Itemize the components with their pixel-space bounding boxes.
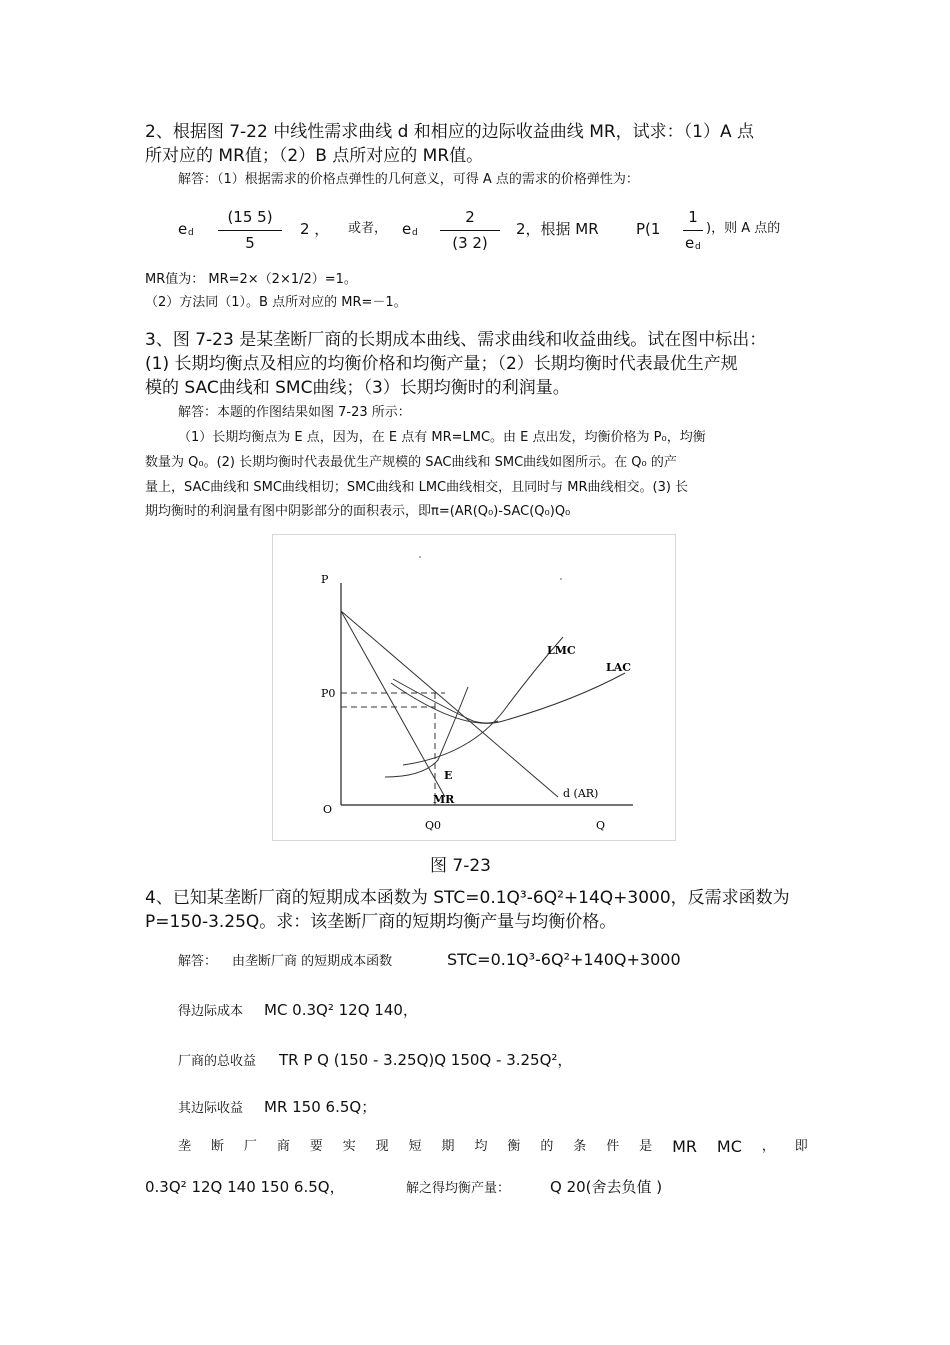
cond-char: 现 (375, 1139, 389, 1154)
label-mr: MR (433, 793, 455, 806)
cond-char: 件 (606, 1139, 620, 1154)
ed3-sub: d (695, 242, 701, 252)
q4-condition-line (178, 1136, 808, 1158)
cond-char: 期 (441, 1139, 455, 1154)
cond-char: 商 (276, 1139, 290, 1154)
then-text: )，则 A 点的 (706, 221, 781, 236)
q3-answer-line4: 期均衡时的利润量有图中阴影部分的面积表示，即π=(AR(Q₀)-SAC(Q₀)Q₀ (145, 504, 571, 519)
cond-char: 是 (639, 1139, 653, 1154)
ed1-numerator: (15 5) (227, 208, 273, 226)
or-text: 或者， (348, 221, 388, 236)
q4-line2: P=150-3.25Q。求：该垄断厂商的短期均衡产量与均衡价格。 (145, 912, 617, 932)
q4-tr-label: 厂商的总收益 (178, 1054, 257, 1069)
cond-ji: 即 (794, 1139, 808, 1154)
q4-final-text: 解之得均衡产量： (406, 1181, 511, 1196)
cond-mc: MC (716, 1137, 742, 1156)
ed1-result: 2 ， (300, 220, 330, 238)
ed2-denominator: (3 2) (452, 234, 488, 252)
ed2-numerator: 2 (465, 208, 475, 226)
q3-line2: (1) 长期均衡点及相应的均衡价格和均衡产量；（2）长期均衡时代表最优生产规 (145, 354, 738, 374)
lac-curve (391, 673, 625, 723)
ed1-denominator: 5 (245, 234, 255, 252)
figure-7-23 (272, 534, 676, 841)
q4-mc-eq: MC 0.3Q² 12Q 140， (264, 1001, 418, 1019)
ed3-denominator: e (685, 234, 695, 252)
q4-mc-label: 得边际成本 (178, 1004, 244, 1019)
cond-char: 短 (408, 1139, 422, 1154)
cond-char: 厂 (243, 1139, 257, 1154)
figure-diagram (273, 535, 675, 840)
q4-answer-label: 解答： (178, 954, 218, 969)
speck-2 (560, 578, 562, 580)
q2-part2: （2）方法同（1）。B 点所对应的 MR=－1。 (145, 295, 407, 310)
q2-line2: 所对应的 MR值；（2）B 点所对应的 MR值。 (145, 146, 484, 166)
label-e: E (444, 769, 453, 782)
cond-char: 条 (573, 1139, 587, 1154)
ed2-result: 2，根据 MR (516, 220, 599, 238)
q3-answer-intro: 解答：本题的作图结果如图 7-23 所示： (178, 405, 411, 420)
cond-char: 实 (342, 1139, 356, 1154)
q3-answer-line2: 数量为 Q₀。(2) 长期均衡时代表最优生产规模的 SAC曲线和 SMC曲线如图所示。在 Q₀ 的产 (145, 455, 677, 470)
q4-mr-label: 其边际收益 (178, 1101, 244, 1116)
q4-mr-eq: MR 150 6.5Q； (264, 1098, 377, 1116)
ed1-sub: d (188, 228, 194, 238)
cond-mr: MR (672, 1137, 697, 1156)
mr-curve (341, 611, 445, 797)
cond-comma: ， (761, 1139, 775, 1154)
q4-stc: STC=0.1Q³-6Q²+140Q+3000 (447, 950, 681, 969)
q2-line1: 2、根据图 7-22 中线性需求曲线 d 和相应的边际收益曲线 MR，试求：（1）A 点 (145, 122, 755, 142)
speck-1 (419, 556, 421, 558)
label-o: O (323, 803, 333, 816)
label-d-ar: d (AR) (563, 787, 599, 800)
q4-final-q: Q 20(舍去负值 ) (550, 1178, 663, 1196)
label-p: P (321, 573, 329, 586)
q2-answer-intro: 解答：（1）根据需求的价格点弹性的几何意义，可得 A 点的需求的价格弹性为： (178, 172, 639, 187)
ed2-label: e (402, 220, 412, 238)
q3-line1: 3、图 7-23 是某垄断厂商的长期成本曲线、需求曲线和收益曲线。试在图中标出： (145, 330, 767, 350)
p-text: P(1 (636, 220, 661, 238)
ed1-label: e (178, 220, 188, 238)
q4-tr-eq: TR P Q (150 - 3.25Q)Q 150Q - 3.25Q²， (279, 1051, 573, 1069)
cond-char: 均 (474, 1139, 488, 1154)
figure-caption: 图 7-23 (430, 856, 491, 876)
cond-char: 断 (210, 1139, 224, 1154)
ed2-fraction-bar (440, 230, 500, 231)
q4-line1: 4、已知某垄断厂商的短期成本函数为 STC=0.1Q³-6Q²+14Q+3000，反需求函数为 (145, 888, 790, 908)
q3-line3: 模的 SAC曲线和 SMC曲线；（3）长期均衡时的利润量。 (145, 378, 570, 398)
label-p0: P0 (321, 687, 336, 700)
cond-char: 垄 (178, 1139, 192, 1154)
ed2-sub: d (412, 228, 418, 238)
label-lac: LAC (606, 661, 632, 674)
q3-answer-line3: 量上，SAC曲线和 SMC曲线相切；SMC曲线和 LMC曲线相交，且同时与 MR曲线相交。(3) 长 (145, 480, 689, 495)
one-numerator: 1 (688, 208, 698, 226)
q4-answer-text: 由垄断厂商 的短期成本函数 (232, 954, 393, 969)
q4-final-eq: 0.3Q² 12Q 140 150 6.5Q， (145, 1178, 345, 1196)
label-lmc: LMC (547, 644, 576, 657)
lmc-curve (403, 637, 563, 765)
q3-answer-line1: （1）长期均衡点为 E 点，因为，在 E 点有 MR=LMC。由 E 点出发，均衡价格为 P₀，均衡 (178, 430, 706, 445)
q2-mr-value: MR值为： MR=2×（2×1/2）=1。 (145, 272, 357, 287)
cond-char: 衡 (507, 1139, 521, 1154)
cond-char: 要 (309, 1139, 323, 1154)
ed3-fraction-bar (683, 230, 703, 231)
label-q0: Q0 (425, 819, 442, 832)
ed1-fraction-bar (218, 230, 282, 231)
label-q: Q (596, 819, 606, 832)
cond-char: 的 (540, 1139, 554, 1154)
